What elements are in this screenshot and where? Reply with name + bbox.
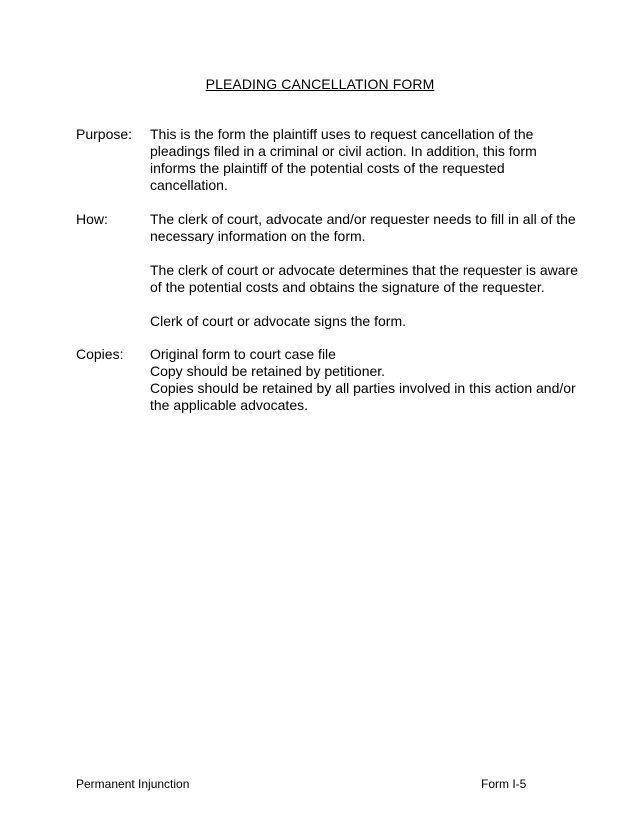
footer-form-number: Form I-5 — [481, 777, 527, 791]
how-line: of the potential costs and obtains the signature of the requester. — [150, 279, 545, 295]
how-line: necessary information on the form. — [150, 228, 366, 244]
purpose-text — [150, 126, 566, 194]
how-line: The clerk of court or advocate determines that the requester is aware — [150, 262, 578, 278]
copies-label: Copies: — [76, 346, 124, 362]
copies-line: Original form to court case file — [150, 346, 336, 362]
how-text — [150, 211, 578, 330]
copies-line: Copies should be retained by all parties involved in this action and/or — [150, 380, 576, 396]
how-line: Clerk of court or advocate signs the form. — [150, 313, 406, 329]
purpose-line: pleadings filed in a criminal or civil action. In addition, this form — [150, 143, 537, 159]
purpose-section — [76, 126, 566, 196]
purpose-line: cancellation. — [150, 177, 228, 193]
footer-left-text: Permanent Injunction — [76, 777, 190, 791]
how-paragraph — [150, 262, 578, 296]
purpose-line: This is the form the plaintiff uses to request cancellation of the — [150, 126, 534, 142]
copies-line: the applicable advocates. — [150, 397, 308, 413]
how-paragraph — [150, 313, 566, 330]
copies-section — [76, 346, 576, 416]
how-section — [76, 211, 578, 331]
purpose-line: informs the plaintiff of the potential costs of the requested — [150, 160, 505, 176]
page-title: PLEADING CANCELLATION FORM — [205, 76, 435, 92]
copies-text — [150, 346, 576, 414]
how-label: How: — [76, 211, 108, 227]
purpose-label: Purpose: — [76, 126, 133, 142]
copies-line: Copy should be retained by petitioner. — [150, 363, 386, 379]
how-line: The clerk of court, advocate and/or requester needs to fill in all of the — [150, 211, 576, 227]
how-paragraph — [150, 211, 576, 245]
